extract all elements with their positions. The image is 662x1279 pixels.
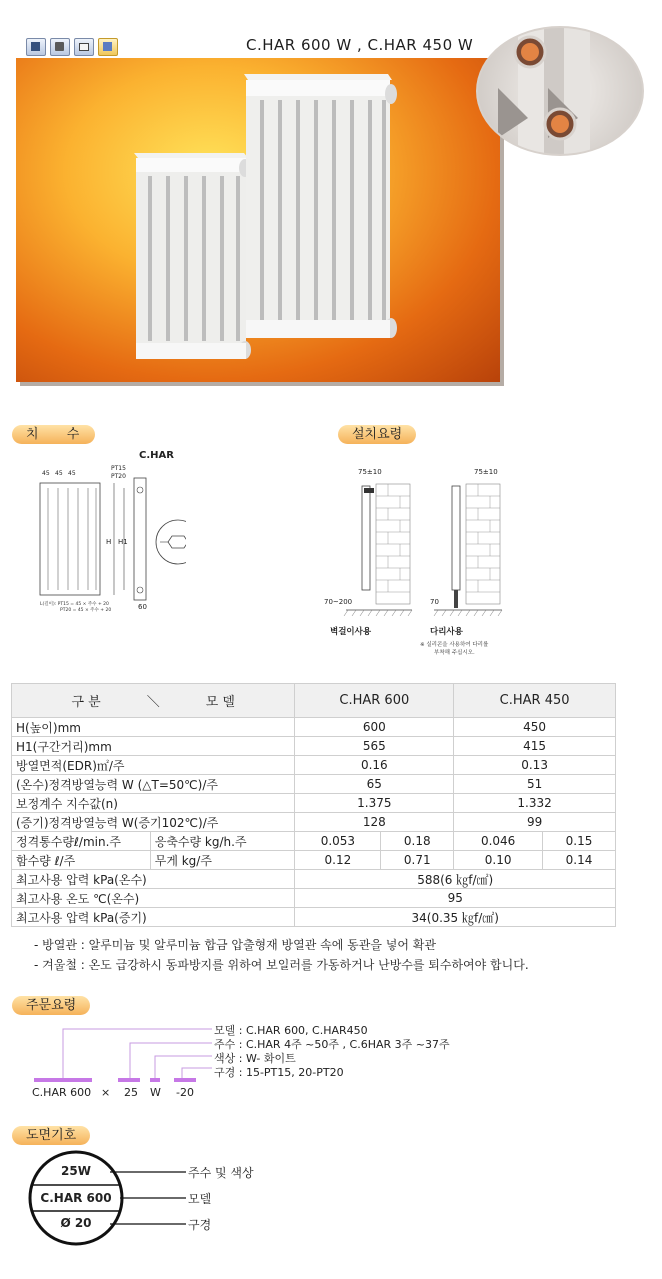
section-installation: 설치요령 xyxy=(338,425,416,444)
dim-pt20: PT20 xyxy=(111,473,126,480)
table-row: H1(구간거리)mm 565 415 xyxy=(12,737,616,756)
order-line-count: 주수 : C.HAR 4주 ~50주 , C.6HAR 3주 ~37주 xyxy=(214,1038,450,1051)
order-code-model: C.HAR 600 xyxy=(32,1086,92,1099)
symbol-label-model: 모델 xyxy=(188,1192,212,1206)
dim-45a: 45 xyxy=(42,470,50,477)
table-row: H(높이)mm 600 450 xyxy=(12,718,616,737)
symbol-mid: C.HAR 600 xyxy=(40,1191,112,1205)
table-row: 보정계수 지수값(n) 1.375 1.332 xyxy=(12,794,616,813)
table-row: 방열면적(EDR)㎡/주 0.16 0.13 xyxy=(12,756,616,775)
table-row: 최고사용 압력 kPa(온수) 588(6 ㎏f/㎠) xyxy=(12,870,616,889)
order-code-color: W xyxy=(150,1086,161,1099)
radiator-large xyxy=(244,74,397,338)
order-code-count: 25 xyxy=(124,1086,138,1099)
detail-inset xyxy=(476,26,644,156)
page-title: C.HAR 600 W , C.HAR 450 W xyxy=(246,36,474,54)
dim-h: H xyxy=(106,538,112,546)
order-line-model: 모델 : C.HAR 600, C.HAR450 xyxy=(214,1024,368,1037)
symbol-bottom: Ø 20 xyxy=(60,1216,92,1230)
table-row: (온수)정격방열능력 W (△T=50℃)/주 65 51 xyxy=(12,775,616,794)
order-diagram xyxy=(26,1020,466,1104)
mail-icon[interactable] xyxy=(74,38,94,56)
install-label-wall: 벽걸이사용 xyxy=(330,627,372,637)
folder-icon[interactable] xyxy=(98,38,118,56)
dim-pt15: PT15 xyxy=(111,465,126,472)
table-header-label: 구 분 ＼ 모 델 xyxy=(12,684,295,718)
install-dim-wall: 70~200 xyxy=(324,598,353,606)
table-header-model2: C.HAR 450 xyxy=(454,684,616,718)
dim-note1: L(길이): PT15 = 45 × 주수 + 20 xyxy=(40,602,109,607)
order-code-x: × xyxy=(101,1086,111,1099)
notes xyxy=(34,935,529,975)
order-line-color: 색상 : W- 화이트 xyxy=(214,1052,296,1065)
save-icon[interactable] xyxy=(26,38,46,56)
install-note1: ※ 실리콘을 사용하여 다리를 xyxy=(420,642,489,648)
dim-45c: 45 xyxy=(68,470,76,477)
table-row: 정격통수량ℓ/min.주 응축수량 kg/h.주 0.053 0.18 0.046 0.15 xyxy=(12,832,616,851)
section-dimensions: 치 수 xyxy=(12,425,95,444)
section-order: 주문요령 xyxy=(12,996,90,1015)
symbol-label-count: 주수 및 색상 xyxy=(188,1166,254,1180)
product-photo xyxy=(16,58,500,382)
section-symbol: 도면기호 xyxy=(12,1126,90,1145)
installation-drawing xyxy=(316,462,516,662)
table-row: 최고사용 압력 kPa(증기) 34(0.35 ㎏f/㎠) xyxy=(12,908,616,927)
print-icon[interactable] xyxy=(50,38,70,56)
table-row: (증기)정격방열능력 W(증기102℃)/주 128 99 xyxy=(12,813,616,832)
table-header-row xyxy=(12,684,616,718)
dim-note2: PT20 = 45 × 주수 + 20 xyxy=(60,608,112,613)
table-row: 함수량 ℓ/주 무게 kg/주 0.12 0.71 0.10 0.14 xyxy=(12,851,616,870)
install-dim-leg: 70 xyxy=(430,598,439,606)
table-row: 최고사용 온도 ℃(온수) 95 xyxy=(12,889,616,908)
install-dim-top: 75±10 xyxy=(358,468,382,476)
symbol-top: 25W xyxy=(61,1164,91,1178)
install-label-leg: 다리사용 xyxy=(430,627,463,637)
install-note2: 부착해 주십시오. xyxy=(434,650,475,656)
order-line-size: 구경 : 15-PT15, 20-PT20 xyxy=(214,1066,344,1079)
spec-table xyxy=(11,683,616,927)
dimension-drawing xyxy=(26,448,186,624)
order-code-size: -20 xyxy=(176,1086,194,1099)
note-item: - 방열관 : 알루미늄 및 알루미늄 합금 압출형재 방열관 속에 동관을 넣어 확관 xyxy=(34,938,436,952)
toolbar xyxy=(26,38,118,56)
dim-45b: 45 xyxy=(55,470,63,477)
install-dim-top2: 75±10 xyxy=(474,468,498,476)
symbol-label-size: 구경 xyxy=(188,1218,212,1232)
dimension-model: C.HAR xyxy=(139,450,174,461)
radiator-small xyxy=(134,153,251,359)
symbol-diagram xyxy=(26,1148,286,1248)
dim-h1: H1 xyxy=(118,538,128,546)
note-item: - 겨울철 : 온도 급강하시 동파방지를 위하여 보일러를 가동하거나 난방수를 퇴수하여야 합니다. xyxy=(34,958,529,972)
table-header-model1: C.HAR 600 xyxy=(295,684,454,718)
dim-width: 60 xyxy=(138,603,147,611)
